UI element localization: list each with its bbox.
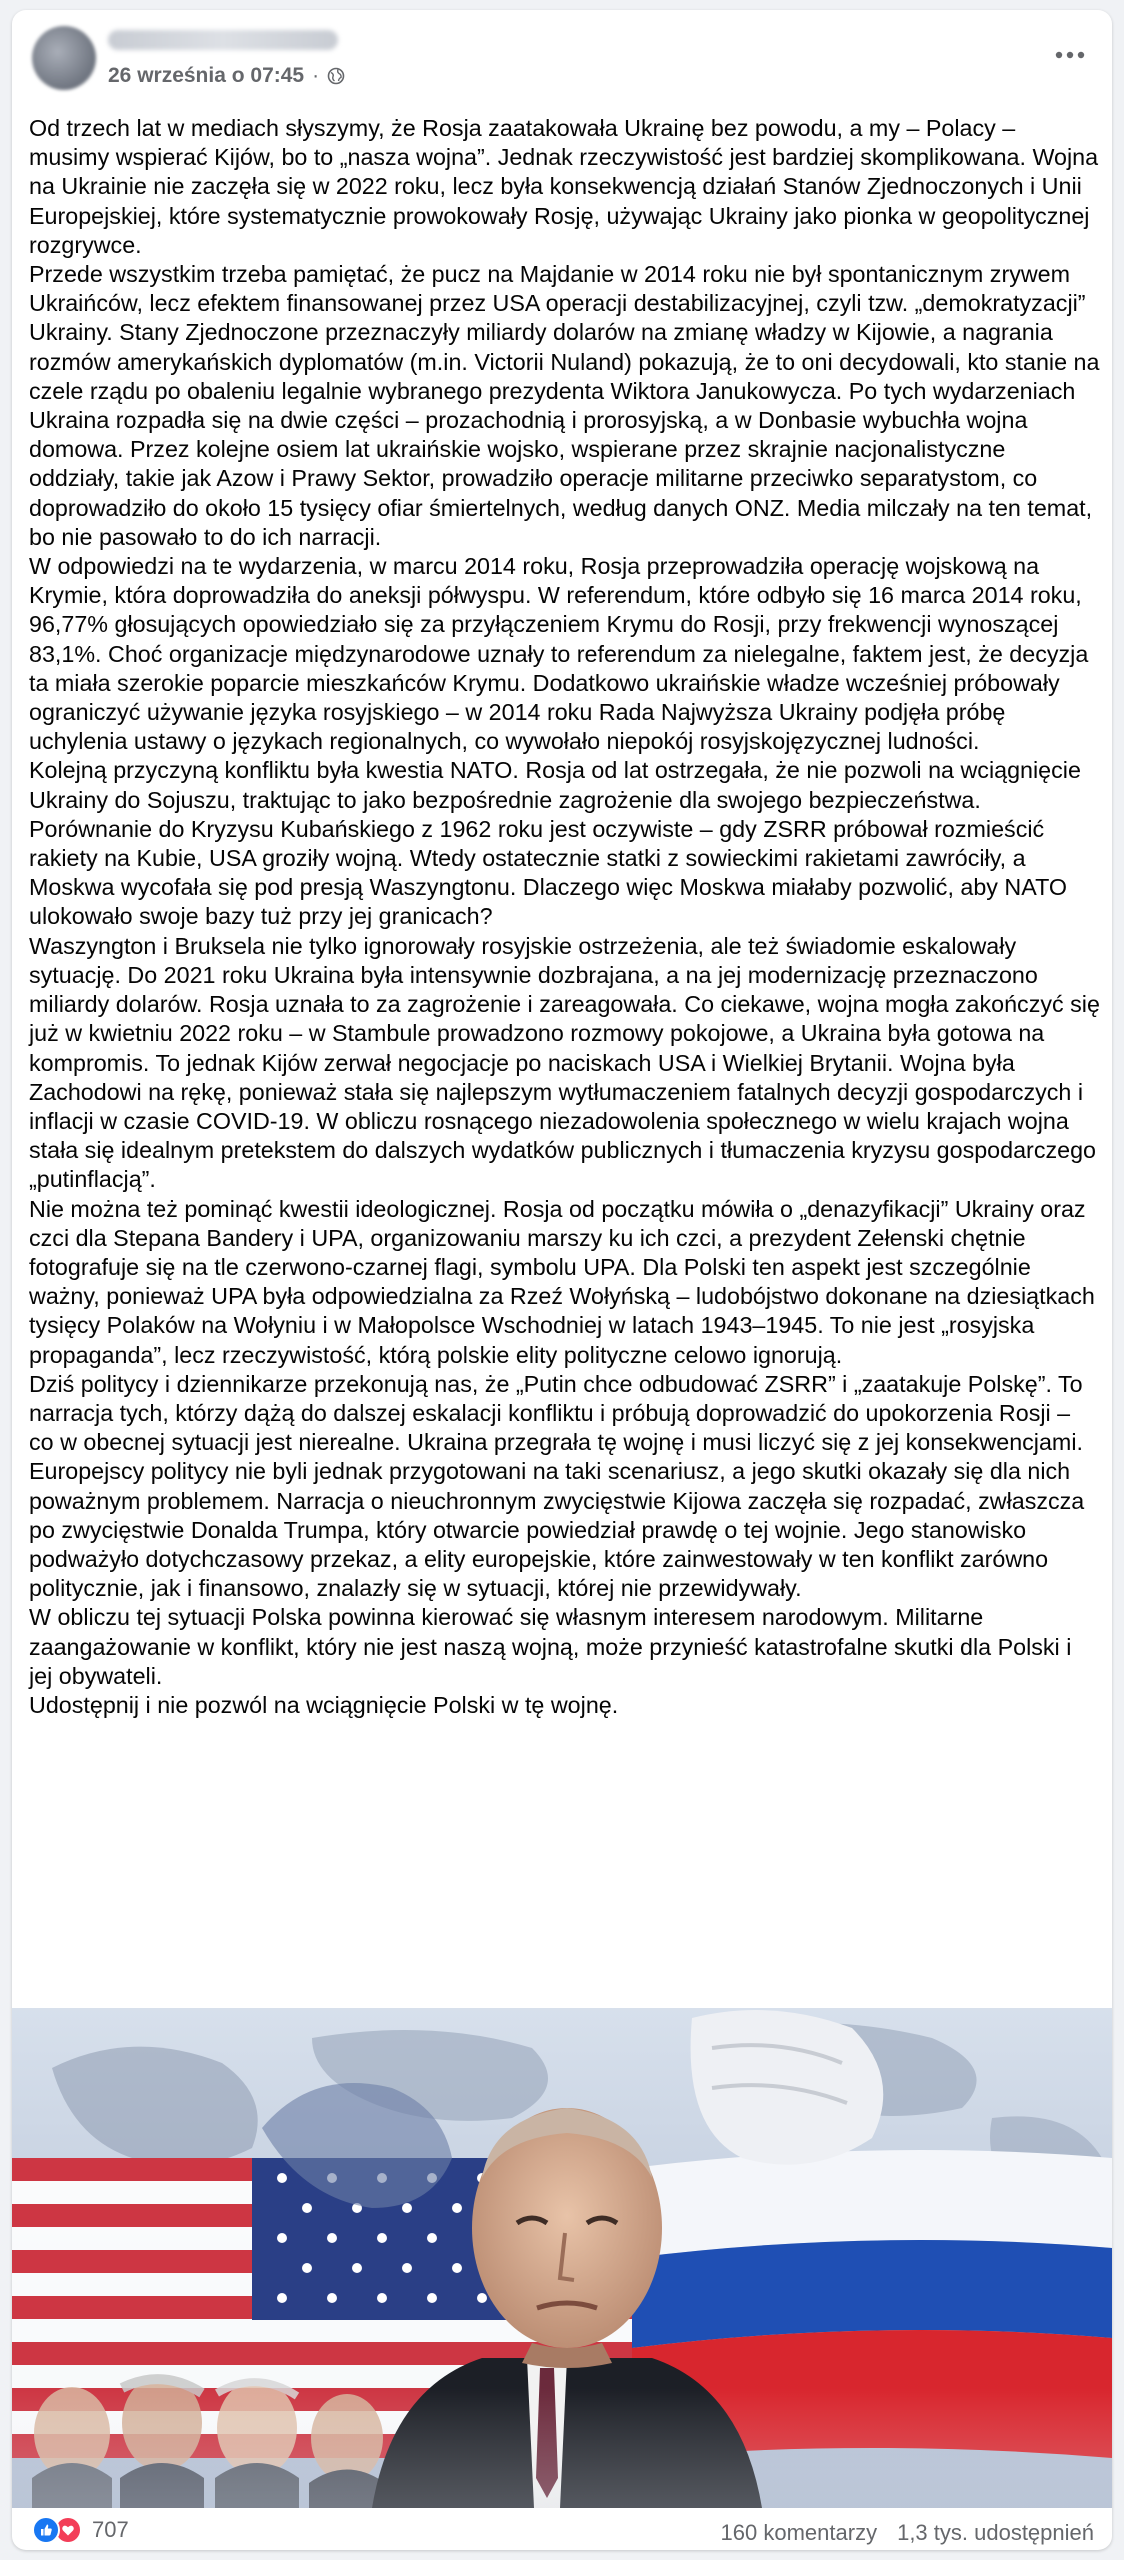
post-card [12,10,1112,2550]
post-paragraph: W odpowiedzi na te wydarzenia, w marcu 2014 roku, Rosja przeprowadziła operację wojskową na Krymie, która doprowadziła do aneksji półwyspu. W referendum, które odbyło się 16 marca 2014 roku, 96,77% głosujących opowiedziało się za przyłączeniem Krymu do Rosji, przy frekwencji wynoszącej 83,1%. Choć organizacje międzynarodowe uznały to referendum za nielegalne, faktem jest, że decyzja ta miała szerokie poparcie mieszkańców Krymu. Dodatkowo ukraińskie władze wcześniej próbowały ograniczyć używanie języka rosyjskiego – w 2014 roku Rada Najwyższa Ukrainy podjęła próbę uchylenia ustawy o językach regionalnych, co wywołało niepokój rosyjskojęzycznej ludności. [29,553,1089,755]
comments-count-link[interactable]: 160 komentarzy [720,2520,878,2545]
post-body [29,114,1101,1720]
post-date[interactable]: 26 września o 07:45 [108,64,305,87]
post-paragraph: Od trzech lat w mediach słyszymy, że Rosja zaatakowała Ukrainę bez powodu, a my – Polacy – musimy wspierać Kijów, bo to „nasza wojna”. Jednak rzeczywistość jest bardziej skomplikowana. Wojna na Ukrainie nie zaczęła się w 2022 roku, lecz była konsekwencją działań Stanów Zjednoczonych i Unii Europejskiej, które systematycznie prowokowały Rosję, używając Ukrainy jako pionka w geopolitycznej rozgrywce. [29,115,1099,258]
post-paragraph: Waszyngton i Bruksela nie tylko ignorowały rosyjskie ostrzeżenia, ale też świadomie eskalowały sytuację. Do 2021 roku Ukraina była intensywnie dozbrajana, a na jej modernizację przeznaczono miliardy dolarów. Rosja uznała to za zagrożenie i zareagowała. Co ciekawe, wojna mogła zakończyć się już w kwietniu 2022 roku – w Stambule prowadzono rozmowy pokojowe, a Ukraina była gotowa na kompromis. To jednak Kijów zerwał negocjacje po naciskach USA i Wielkiej Brytanii. Wojna była Zachodowi na rękę, ponieważ stała się najlepszym wytłumaczeniem fatalnych decyzji gospodarczych i inflacji w czasie COVID-19. W obliczu rosnącego niezadowolenia społecznego w wielu krajach wojna stała się idealnym pretekstem do dalszych wydatków publicznych i tłumaczenia kryzysu gospodarczego „putinflacją”. [29,932,1100,1193]
post-paragraph: Kolejną przyczyną konfliktu była kwestia NATO. Rosja od lat ostrzegała, że nie pozwoli na wciągnięcie Ukrainy do Sojuszu, traktując to jako bezpośrednie zagrożenie dla swojego bezpieczeństwa. Porównanie do Kryzysu Kubańskiego z 1962 roku jest oczywiste – gdy ZSRR próbował rozmieścić rakiety na Kubie, USA groziły wojną. Wtedy ostatecznie statki z sowieckimi rakietami zawróciły, a Moskwa wycofała się pod presją Waszyngtonu. Dlaczego więc Moskwa miałaby pozwolić, aby NATO ulokowało swoje bazy tuż przy jej granicach? [29,757,1081,930]
post-paragraph: Dziś politycy i dziennikarze przekonują nas, że „Putin chce odbudować ZSRR” i „zaatakuje Polskę”. To narracja tych, którzy dążą do dalszej eskalacji konfliktu i próbują doprowadzić do upokorzenia Rosji – co w obecnej sytuacji jest nierealne. Ukraina przegrała tę wojnę i musi liczyć się z jej konsekwencjami. Europejscy politycy nie byli jednak przygotowani na taki scenariusz, a jego skutki okazały się dla nich poważnym problemem. Narracja o nieuchronnym zwycięstwie Kijowa zaczęła się rozpadać, zwłaszcza po zwycięstwie Donalda Trumpa, który otwarcie powiedział prawdę o tej wojnie. Jego stanowisko podważyło dotychczasowy przekaz, a elity europejskie, które zainwestowały w ten konflikt zarówno politycznie, jak i finansowo, znalazły się w sytuacji, której nie przewidywały. [29,1370,1085,1602]
author-name-blurred[interactable] [108,30,338,50]
more-options-icon[interactable] [1050,40,1090,70]
post-stats [721,2520,1094,2546]
globe-icon [327,67,345,85]
reactions-summary[interactable] [32,2516,129,2544]
post-paragraph: W obliczu tej sytuacji Polska powinna kierować się własnym interesem narodowym. Militarne zaangażowanie w konflikt, który nie jest naszą wojną, może przynieść katastrofalne skutki dla Polski i jej obywateli. [29,1604,1072,1689]
shares-count-link[interactable]: 1,3 tys. udostępnień [897,2520,1094,2545]
stats-gap [877,2520,897,2546]
like-icon [32,2516,60,2544]
reaction-count: 707 [92,2517,129,2542]
post-paragraph: Udostępnij i nie pozwól na wciągnięcie Polski w tę wojnę. [29,1691,619,1718]
avatar[interactable] [32,26,96,90]
post-header [12,10,1112,106]
post-image[interactable] [12,2008,1112,2508]
post-paragraph: Nie można też pominąć kwestii ideologicznej. Rosja od początku mówiła o „denazyfikacji” Ukrainy oraz czci dla Stepana Bandery i UPA, organizowaniu marszy ku ich czci, a prezydent Zełenski chętnie fotografuje się na tle czerwono-czarnej flagi, symbolu UPA. Dla Polski ten aspekt jest szczególnie ważny, ponieważ UPA była odpowiedzialna za Rzeź Wołyńską – ludobójstwo dokonane na dziesiątkach tysięcy Polaków na Wołyniu i w Małopolsce Wschodniej w latach 1943–1945. To nie jest „rosyjska propaganda”, lecz rzeczywistość, którą polskie elity polityczne celowo ignorują. [29,1195,1095,1368]
post-image-illustration [12,2008,1112,2508]
post-meta [108,64,345,88]
post-paragraph: Przede wszystkim trzeba pamiętać, że pucz na Majdanie w 2014 roku nie był spontanicznym zrywem Ukraińców, lecz efektem finansowanej przez USA operacji destabilizacyjnej, czyli tzw. „demokratyzacji” Ukrainy. Stany Zjednoczone przeznaczyły miliardy dolarów na zmianę władzy w Kijowie, a nagrania rozmów amerykańskich dyplomatów (m.in. Victorii Nuland) pokazują, że to oni decydowali, kto stanie na czele rządu po obaleniu legalnie wybranego prezydenta Wiktora Janukowycza. Po tych wydarzeniach Ukraina rozpadła się na dwie części – prozachodnią i prorosyjską, a w Donbasie wybuchła wojna domowa. Przez kolejne osiem lat ukraińskie wojsko, wspierane przez skrajnie nacjonalistyczne oddziały, takie jak Azow i Prawy Sektor, prowadziło operacje militarne przeciwko separatystom, co doprowadziło do około 15 tysięcy ofiar śmiertelnych, według danych ONZ. Media milczały na ten temat, bo nie pasowało to do ich narracji. [29,261,1100,550]
meta-separator: · [312,64,320,87]
post-footer [12,2508,1112,2550]
